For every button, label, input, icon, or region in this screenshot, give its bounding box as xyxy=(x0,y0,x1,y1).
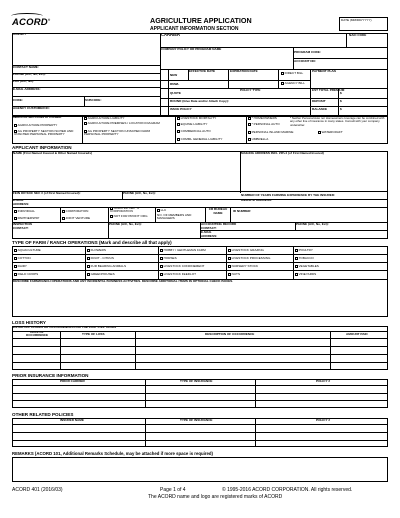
homeowners-note: * Neither Personal Auto nor Homeowners coverage can be combined with any other line of insurance in many states. Consult with your company underwriter. xyxy=(290,116,385,127)
other-policies-heading: OTHER RELATED POLICIES xyxy=(12,412,74,417)
col-prior-type: TYPE OF INSURANCE xyxy=(180,379,213,383)
loss-history-table xyxy=(12,326,388,370)
farm-poultry[interactable]: POULTRY xyxy=(295,249,313,253)
copyright: © 1995-2016 ACORD CORPORATION. All rights reserved. xyxy=(222,487,353,493)
prior-insurance-heading: PRIOR INSURANCE INFORMATION xyxy=(12,373,89,378)
applicant-name-label: NAME (First Named Insured & Other Named Insureds) xyxy=(13,151,93,155)
section-unsched-farm-property[interactable]: AG PROPERTY SECTION UNSCHED FARM PERSONAL PROPERTY xyxy=(84,129,151,137)
contact-name-label: CONTACT NAME: xyxy=(13,65,39,69)
farm-tobacco[interactable]: TOBACCO xyxy=(295,257,314,261)
bound-label: BOUND (Give Date and/or Attach Copy): xyxy=(170,99,229,103)
remarks-heading: REMARKS (ACORD 101, Additional Remarks Schedule, may be attached if more space is required) xyxy=(12,451,213,456)
quote-label: QUOTE xyxy=(170,91,182,95)
farm-dairy[interactable]: DAIRY xyxy=(14,265,27,269)
phone3-label: PHONE (A/C, No, Ext): xyxy=(296,222,329,226)
trademark-note: The ACORD name and logo are registered marks of ACORD xyxy=(148,494,283,500)
entity-not-for-profit[interactable]: NOT FOR PROFIT ORG xyxy=(110,215,154,218)
farm-fur-bearing[interactable]: FUR BEARING ANIMALS xyxy=(87,265,126,269)
effective-date-label: EFFECTIVE DATE xyxy=(189,69,216,73)
farm-horses[interactable]: HORSES xyxy=(160,257,177,261)
col-prior-carrier: PRIOR CARRIER xyxy=(60,379,85,383)
col-insured-name: INSURED NAME xyxy=(60,418,84,422)
col-other-policy: POLICY # xyxy=(316,418,331,422)
farm-hobby[interactable]: HOBBY / GENTLEMAN FARM xyxy=(160,249,206,253)
farm-field-crops[interactable]: FIELD CROPS xyxy=(14,273,38,277)
page-number: Page 1 of 4 xyxy=(160,487,186,493)
subcode-label: SUBCODE: xyxy=(85,98,102,102)
farm-vegetables[interactable]: VEGETABLES xyxy=(295,265,319,269)
form-title: AGRICULTURE APPLICATION xyxy=(150,16,252,25)
col-type-of-loss: TYPE OF LOSS xyxy=(82,332,105,336)
col-prior-policy: POLICY # xyxy=(316,379,331,383)
col-amount-paid: AMOUNT PAID xyxy=(346,332,368,336)
farm-livestock-feedlot[interactable]: LIVESTOCK FEEDLOT xyxy=(160,273,196,277)
email2-label: E-MAIL ADDRESS: xyxy=(201,230,218,238)
policy-type-label: POLICY TYPE xyxy=(240,88,261,92)
section-personal-inland-marine[interactable]: PERSONAL INLAND MARINE xyxy=(248,131,293,135)
farm-describe-label: DESCRIBE FARM/RANCH OPERATIONS AND ANY INCIDENTAL BUSINESS ACTIVITIES. DESCRIBE ADDITIONAL ITEMS IN OPTIONAL CHECK BOXES. xyxy=(13,279,234,283)
section-umbrella[interactable]: UMBRELLA xyxy=(248,138,268,142)
date-field[interactable]: DATE (MM/DD/YYYY) xyxy=(339,17,388,31)
expiration-date-label: EXPIRATION DATE xyxy=(230,69,258,73)
new-label: NEW xyxy=(170,73,178,77)
entity-corporation[interactable]: CORPORATION xyxy=(62,210,88,214)
section-ag-sched-property[interactable]: AG PROPERTY SECTION SCHED AND UNSCHED PERSONAL PROPERTY xyxy=(14,129,74,137)
payment-plan-label: PAYMENT PLAN xyxy=(312,69,336,73)
fax-label: FAX (A/C, No): xyxy=(13,79,35,83)
entity-partnership[interactable]: PARTNERSHIP xyxy=(14,217,39,221)
farm-greenhouses[interactable]: GREENHOUSES xyxy=(87,273,115,277)
est-total-premium-label: EST TOTAL PREMIUM xyxy=(312,88,345,92)
entity-subchapter-s[interactable]: SUBCHAPTER "S" CORPORATION xyxy=(110,206,140,214)
section-ag-liability[interactable]: AGRICULTURE LIABILITY xyxy=(84,117,125,121)
years-farming-label: NUMBER OF YEARS FARMING EXPERIENCE BY THE INSURED: xyxy=(241,193,336,197)
col-date-of-occurrence: DATE OF OCCURRENCE xyxy=(25,330,49,338)
section-ag-property[interactable]: AGRICULTURE PROPERTY xyxy=(14,124,57,128)
issue-policy-label: ISSUE POLICY xyxy=(170,107,192,111)
col-description: DESCRIPTION OF OCCURRENCE xyxy=(205,332,255,336)
remarks-field[interactable] xyxy=(12,457,388,482)
farm-vineyards[interactable]: VINEYARDS xyxy=(295,273,316,277)
direct-bill-option[interactable]: DIRECT BILL xyxy=(281,72,303,76)
fein-label: FEIN OR SOC SEC # (of First Named Insured): xyxy=(13,191,81,195)
inspection-contact-label: INSPECTION CONTACT: xyxy=(13,222,32,230)
renewal-label: RNWL xyxy=(170,82,180,86)
section-livestock-mortality[interactable]: LIVESTOCK MORTALITY xyxy=(177,117,216,121)
farm-cotton[interactable]: COTTON xyxy=(14,257,31,261)
farm-describe-field[interactable] xyxy=(13,285,387,316)
section-watercraft[interactable]: WATERCRAFT xyxy=(318,131,343,135)
farm-aquaculture[interactable]: AQUACULTURE xyxy=(14,249,41,253)
entity-llc[interactable]: LLC xyxy=(157,209,166,213)
applicant-phone-label: PHONE (A/C, No, Ext): xyxy=(123,191,156,195)
section-comml-general-liability[interactable]: COMML GENERAL LIABILITY xyxy=(177,138,222,142)
section-personal-auto[interactable]: * PERSONAL AUTO xyxy=(248,123,280,127)
farm-fruit-citrus[interactable]: FRUIT - CITRUS xyxy=(87,257,114,261)
phone-label: PHONE (A/C, No, Ext): xyxy=(13,72,46,76)
bureau-name-label: CR BUREAU NAME xyxy=(208,207,228,215)
farm-nursery-stock[interactable]: NURSERY STOCK xyxy=(228,265,258,269)
balance-label: BALANCE xyxy=(312,107,328,111)
agency-bill-option[interactable]: AGENCY BILL xyxy=(281,82,305,86)
deposit-label: DEPOSIT xyxy=(312,99,326,103)
form-subtitle: APPLICANT INFORMATION SECTION xyxy=(150,26,239,32)
acord-logo: ACORD® xyxy=(12,17,50,28)
entity-joint-venture[interactable]: JOINT VENTURE xyxy=(62,217,90,221)
sections-attached-heading: INDICATE SECTIONS ATTACHED xyxy=(13,115,62,119)
section-homeowners[interactable]: * HOMEOWNERS xyxy=(248,117,277,121)
company-policy-label: COMPANY POLICY OR PROGRAM NAME xyxy=(161,47,222,51)
col-other-type: TYPE OF INSURANCE xyxy=(180,418,213,422)
loss-history-heading: LOSS HISTORY xyxy=(12,320,46,325)
mailing-address-label: MAILING ADDRESS INCL ZIP+4 (of First Named Insured) xyxy=(241,151,324,155)
farm-livestock-confinement[interactable]: LIVESTOCK CONFINEMENT xyxy=(160,265,204,269)
agency-customer-id-label: AGENCY CUSTOMER ID: xyxy=(13,106,50,110)
entity-individual[interactable]: INDIVIDUAL xyxy=(14,210,35,214)
accounting-contact-label: ACCOUNTING RECORD CONTACT: xyxy=(201,222,237,230)
section-commercial-auto[interactable]: COMMERCIAL AUTO xyxy=(177,130,211,134)
farm-flowers[interactable]: FLOWERS xyxy=(87,249,106,253)
agency-label: AGENCY xyxy=(13,32,27,36)
program-code-label: PROGRAM CODE: xyxy=(294,50,321,54)
applicant-email-label: E-MAIL ADDRESS: xyxy=(13,198,30,206)
account-no-label: ACCOUNT NO: xyxy=(294,59,316,63)
phone2-label: PHONE (A/C, No, Ext): xyxy=(109,222,142,226)
carrier-label: CARRIER xyxy=(161,32,181,37)
email-label: E-MAIL ADDRESS: xyxy=(13,87,41,91)
no-of-members-label: NO. OF MEMBERS AND MANAGERS xyxy=(157,213,192,221)
farm-type-heading: TYPE OF FARM / RANCH OPERATIONS (Mark and describe all that apply) xyxy=(12,240,172,245)
website-label: WEBSITE ADDRESS: xyxy=(241,198,272,202)
naic-code-label: NAIC CODE xyxy=(349,33,367,37)
applicant-info-heading: APPLICANT INFORMATION xyxy=(12,145,72,150)
section-equine-liability[interactable]: EQUINE LIABILITY xyxy=(177,123,207,127)
farm-nuts[interactable]: NUTS xyxy=(228,273,240,277)
section-premises-diagram[interactable]: AGRICULTURE PREMISES / LOCATION DIAGRAM xyxy=(84,122,172,125)
farm-livestock-processing[interactable]: LIVESTOCK PROCESSING xyxy=(228,257,270,261)
id-number-label: ID NUMBER xyxy=(233,209,251,213)
farm-livestock-grazing[interactable]: LIVESTOCK GRAZING xyxy=(228,249,264,253)
code-label: CODE: xyxy=(13,98,23,102)
loss-history-sub: ENTER ALL CLAIMS OR OCCURRENCES FOR THE PAST FIVE YEARS xyxy=(13,325,117,329)
form-number: ACORD 401 (2016/03) xyxy=(12,487,63,493)
